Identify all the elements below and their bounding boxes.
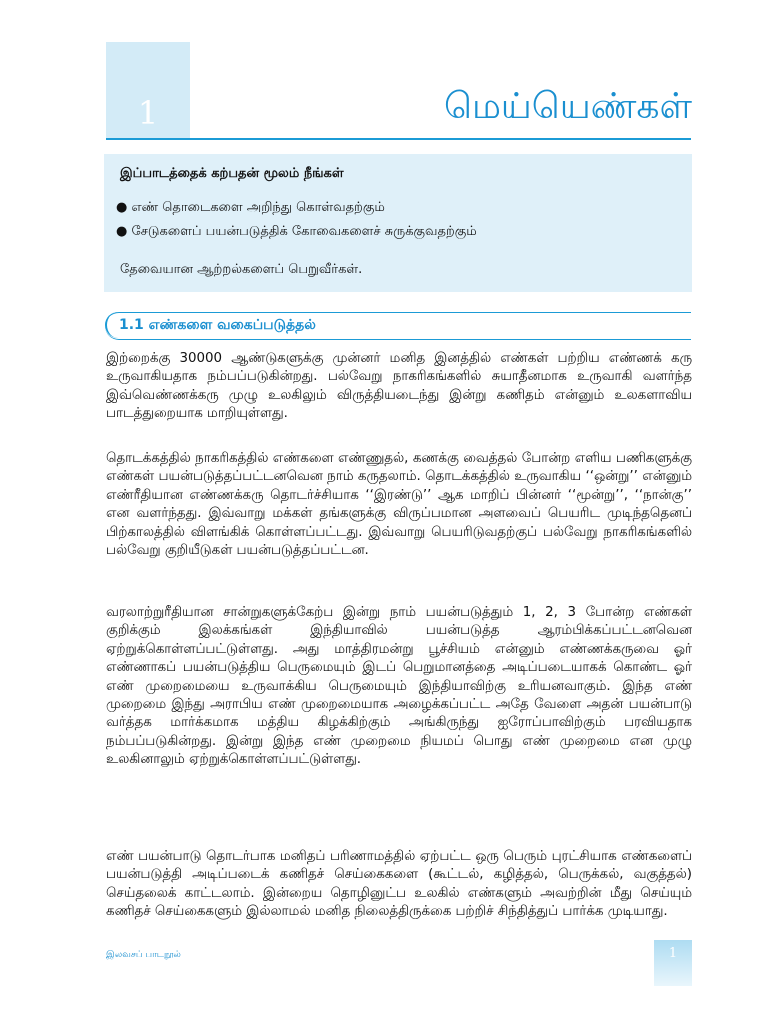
page-number-box (654, 940, 692, 986)
objectives-box (104, 154, 692, 292)
objective-item: ● எண் தொடைகளை அறிந்து கொள்வதற்கும் (116, 200, 385, 215)
objectives-outro: தேவையான ஆற்றல்களைப் பெறுவீர்கள். (120, 262, 363, 277)
section-title: 1.1 எண்களை வகைப்படுத்தல் (119, 317, 316, 333)
chapter-number-box (106, 42, 190, 138)
section-heading-tab (105, 312, 692, 340)
objective-item: ● சேடுகளைப் பயன்படுத்திக் கோவைகளைச் சுருக்குவதற்கும் (116, 224, 477, 239)
paragraph-3: வரலாற்றுரீதியான சான்றுகளுக்கேற்ப இன்று நாம் பயன்படுத்தும் 1, 2, 3 போன்ற எண்கள் குறிக்கும் இலக்கங்கள் இந்தியாவில் பயன்படுத்த ஆரம்பிக்கப்பட்டனவென ஏற்றுக்கொள்ளப்பட்டுள்ளது. அது மாத்திரமன்று பூச்சியம் என்னும் எண்ணக்கருவை ஓர் எண்ணாகப் பயன்படுத்திய பெருமையும் இடப் பெறுமானத்தை அடிப்படையாகக் கொண்ட ஓர் எண் முறைமையை உருவாக்கிய பெருமையும் இந்தியாவிற்கு உரியனவாகும். இந்த எண் முறைமை இந்து அராபிய எண் முறைமையாக அழைக்கப்பட்ட அதே வேளை அதன் பயன்பாடு வர்த்தக மார்க்கமாக மத்திய கிழக்கிற்கும் அங்கிருந்து ஐரோப்பாவிற்கும் பரவியதாக நம்பப்படுகின்றது. இன்று இந்த எண் முறைமை நியமப் பொது எண் முறைமை என முழு உலகினாலும் ஏற்றுக்கொள்ளப்பட்டுள்ளது. (106, 605, 692, 768)
chapter-number: 1 (137, 94, 159, 132)
chapter-title: மெய்யெண்கள் (443, 86, 692, 127)
footer-book-label: இலவசப் பாடநூல் (106, 950, 181, 960)
page-number: 1 (668, 946, 678, 961)
title-rule (106, 138, 691, 140)
objectives-intro: இப்பாடத்தைக் கற்பதன் மூலம் நீங்கள் (120, 166, 344, 181)
paragraph-1: இற்றைக்கு 30000 ஆண்டுகளுக்கு முன்னர் மனித இனத்தில் எண்கள் பற்றிய எண்ணக் கரு உருவாகியதாக நம்பப்படுகின்றது. பல்வேறு நாகரிகங்களில் சுயாதீனமாக உருவாகி வளர்ந்த இவ்வெண்ணக்கரு முழு உலகிலும் விருத்தியடைந்து இன்று கணிதம் என்னும் உலகளாவிய பாடத்துறையாக மாறியுள்ளது. (106, 351, 692, 422)
paragraph-2: தொடக்கத்தில் நாகரிகத்தில் எண்களை எண்ணுதல், கணக்கு வைத்தல் போன்ற எளிய பணிகளுக்கு எண்கள் பயன்படுத்தப்பட்டனவென நாம் கருதலாம். தொடக்கத்தில் உருவாகிய ‘‘ஒன்று’’ என்னும் எண்ரீதியான எண்ணக்கரு தொடர்ச்சியாக ‘‘இரண்டு’’ ஆக மாறிப் பின்னர் ‘‘மூன்று’’, ‘‘நான்கு’’ என வளர்ந்தது. இவ்வாறு மக்கள் தங்களுக்கு விருப்பமான அளவைப் பெயரிட முடிந்ததெனப் பிற்காலத்தில் விளங்கிக் கொள்ளப்பட்டது. இவ்வாறு பெயரிடுவதற்குப் பல்வேறு நாகரிகங்களில் பல்வேறு குறியீடுகள் பயன்படுத்தப்பட்டன. (106, 451, 692, 559)
paragraph-4: எண் பயன்பாடு தொடர்பாக மனிதப் பரிணாமத்தில் ஏற்பட்ட ஒரு பெரும் புரட்சியாக எண்களைப் பயன்படுத்தி அடிப்படைக் கணிதச் செய்கைகளை (கூட்டல், கழித்தல், பெருக்கல், வகுத்தல்) செய்தலைக் காட்டலாம். இன்றைய தொழினுட்ப உலகில் எண்களும் அவற்றின் மீது செய்யும் கணிதச் செய்கைகளும் இல்லாமல் மனித நிலைத்திருக்கை பற்றிச் சிந்தித்துப் பார்க்க முடியாது. (106, 849, 692, 920)
